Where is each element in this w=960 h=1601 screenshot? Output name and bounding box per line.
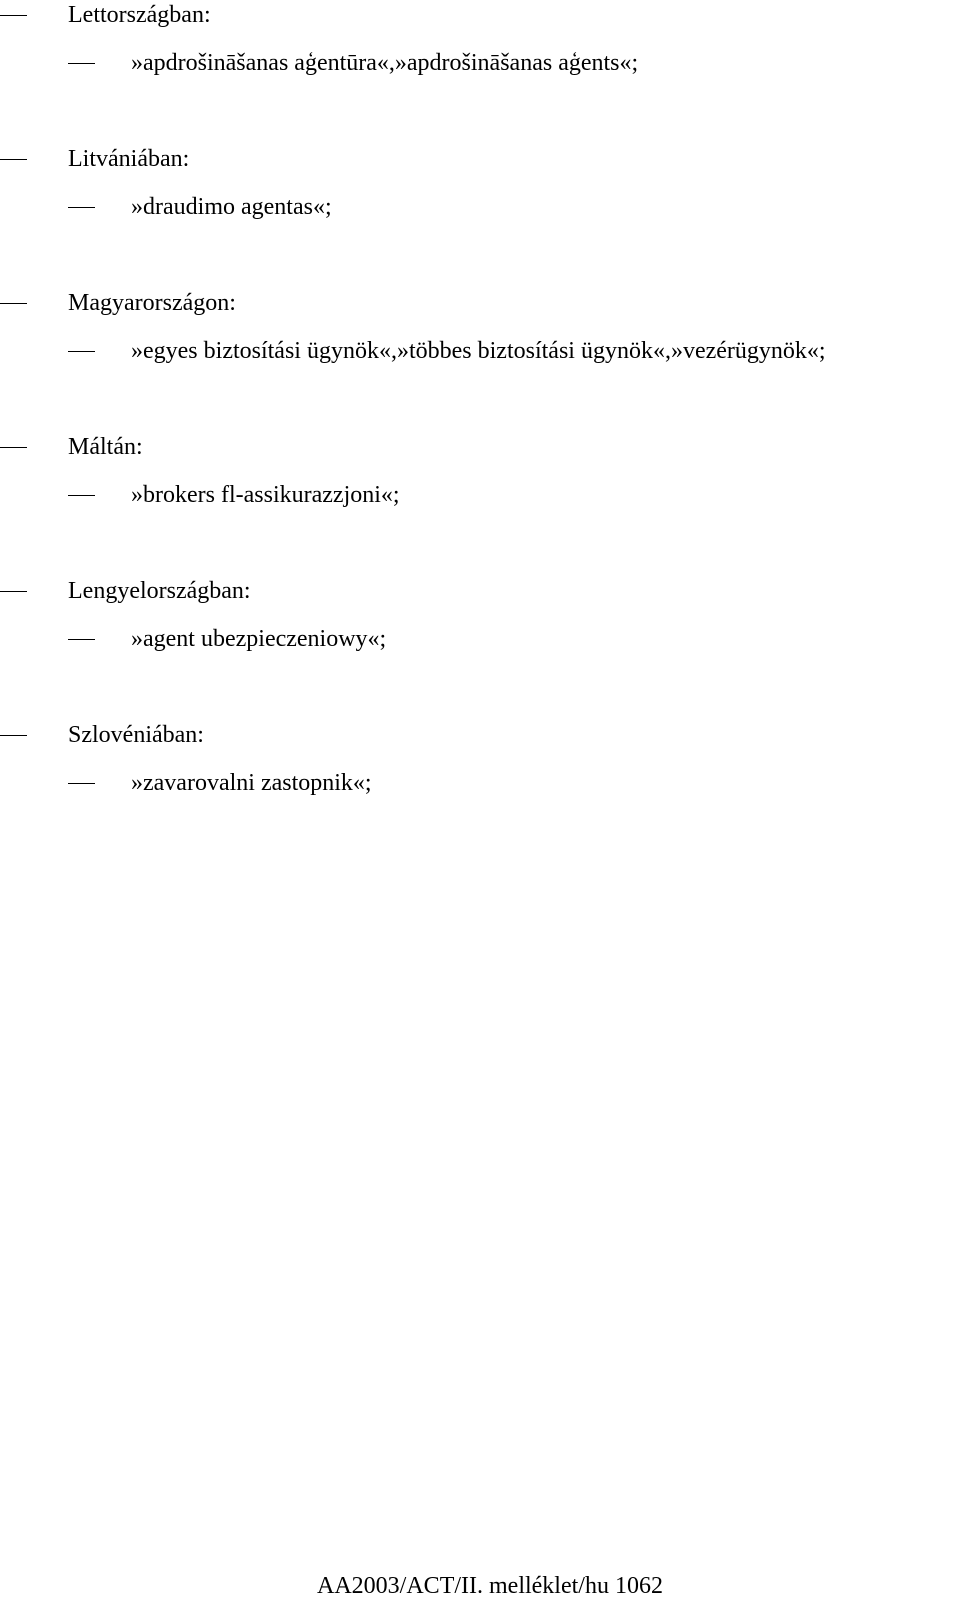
- dash-marker: [0, 447, 27, 448]
- term-text: »draudimo agentas«;: [131, 194, 332, 220]
- country-label: Lengyelországban:: [68, 578, 251, 604]
- list-item-slovenia: [0, 720, 960, 864]
- page-footer-reference: AA2003/ACT/II. melléklet/hu 1062: [317, 1573, 663, 1599]
- dash-marker: [68, 495, 95, 496]
- term-text: »agent ubezpieczeniowy«;: [131, 626, 387, 652]
- term-text: »egyes biztosítási ügynök«,»többes biztosítási ügynök«,»vezérügynök«;: [131, 338, 826, 364]
- term-text: »zavarovalni zastopnik«;: [131, 770, 372, 796]
- country-label: Magyarországon:: [68, 290, 236, 316]
- country-label: Szlovéniában:: [68, 722, 204, 748]
- list-item-hungary: [0, 288, 960, 432]
- list-item-latvia: [0, 0, 960, 144]
- list-item-poland: [0, 576, 960, 720]
- dash-marker: [68, 207, 95, 208]
- country-label: Litvániában:: [68, 146, 190, 172]
- dash-marker: [0, 735, 27, 736]
- country-label: Lettországban:: [68, 2, 211, 28]
- term-text: »apdrošināšanas aģentūra«,»apdrošināšanas aģents«;: [131, 50, 639, 76]
- dash-marker: [0, 303, 27, 304]
- dash-marker: [68, 783, 95, 784]
- country-label: Máltán:: [68, 434, 143, 460]
- term-text: »brokers fl-assikurazzjoni«;: [131, 482, 400, 508]
- dash-marker: [68, 639, 95, 640]
- dash-marker: [0, 591, 27, 592]
- dash-marker: [68, 351, 95, 352]
- list-item-lithuania: [0, 144, 960, 288]
- list-item-malta: [0, 432, 960, 576]
- dash-marker: [0, 15, 27, 16]
- dash-marker: [0, 159, 27, 160]
- dash-marker: [68, 63, 95, 64]
